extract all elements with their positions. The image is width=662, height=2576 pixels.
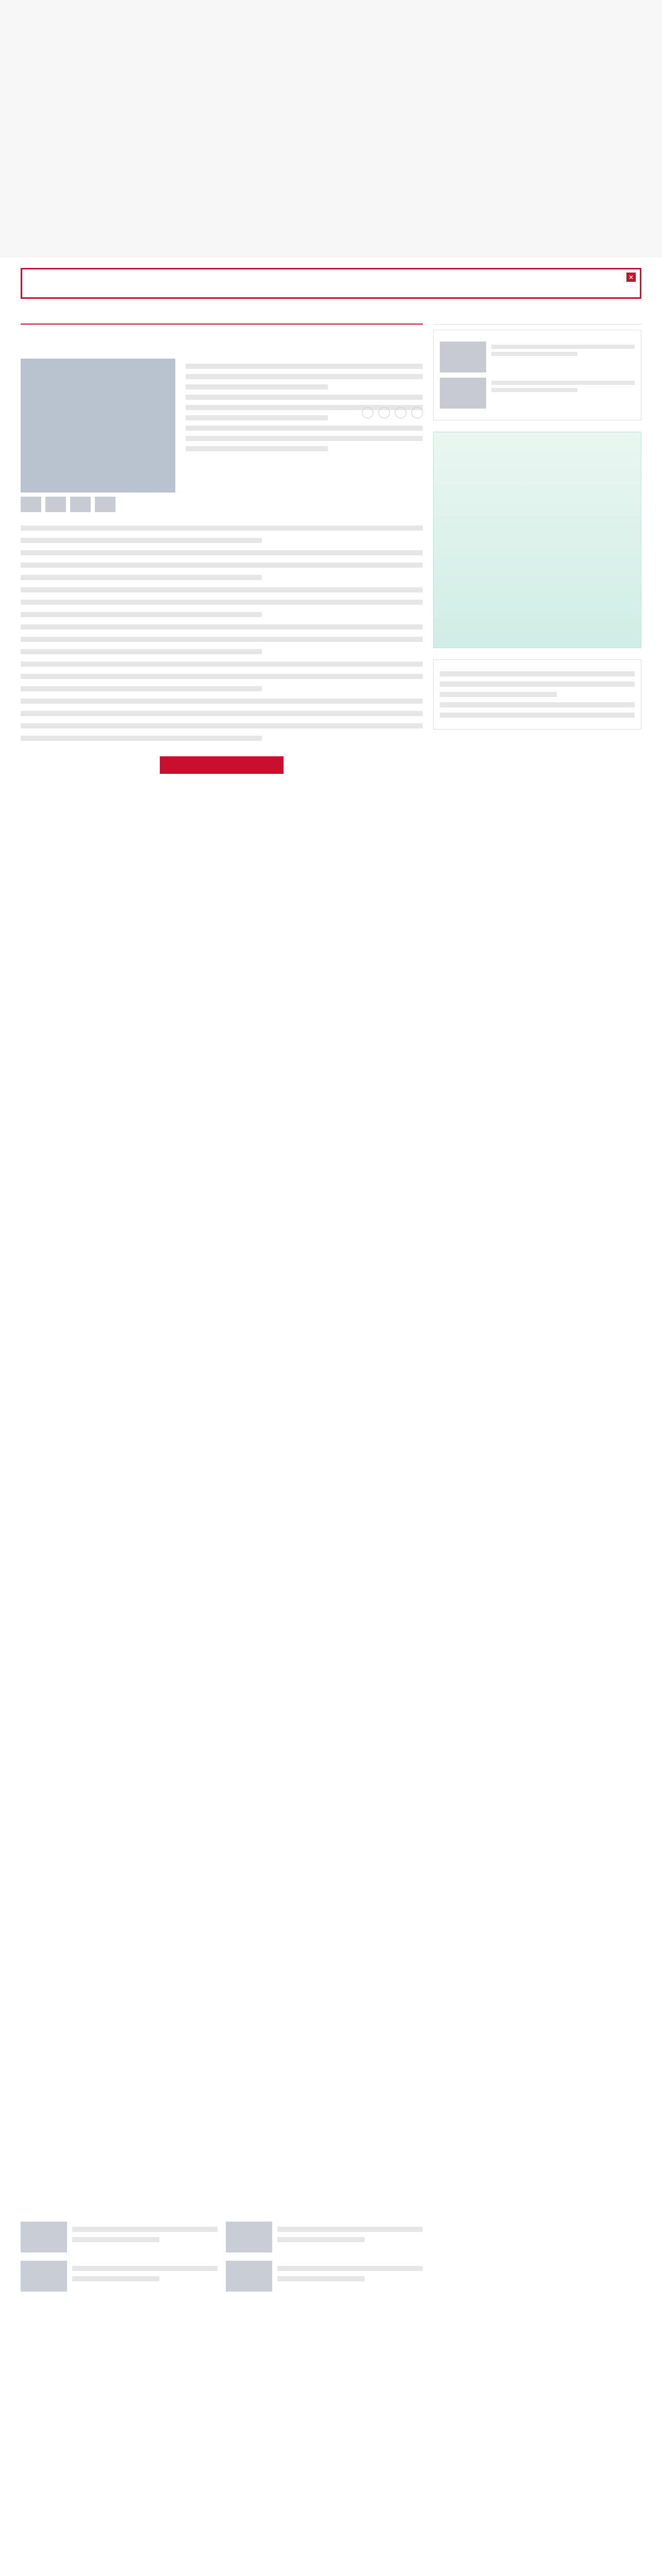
text-line xyxy=(440,713,635,718)
text-line xyxy=(21,686,262,691)
article xyxy=(21,330,423,774)
lead-text xyxy=(186,359,423,512)
text-line xyxy=(21,526,423,531)
text-line xyxy=(21,649,262,654)
text-line xyxy=(440,702,635,707)
text-line xyxy=(21,600,423,605)
card-thumb xyxy=(21,2222,67,2252)
side-thumb xyxy=(440,342,486,372)
text-line xyxy=(186,436,423,441)
related-card[interactable] xyxy=(21,2261,218,2292)
top-ad-space xyxy=(0,0,662,258)
side-thumb xyxy=(440,378,486,409)
text-line xyxy=(186,415,328,420)
share-icon[interactable] xyxy=(362,407,373,418)
text-line xyxy=(21,699,423,704)
related-card[interactable] xyxy=(226,2222,423,2252)
related-card[interactable] xyxy=(21,2222,218,2252)
close-icon[interactable]: × xyxy=(626,273,636,282)
text-line xyxy=(21,563,423,568)
text-line xyxy=(277,2276,365,2281)
side-box xyxy=(433,659,641,730)
text-line xyxy=(21,736,262,741)
related-news xyxy=(21,2215,423,2292)
card-thumb xyxy=(226,2261,272,2292)
text-line xyxy=(440,671,635,676)
text-line xyxy=(440,682,635,687)
secondary-nav xyxy=(433,309,641,325)
side-item[interactable] xyxy=(440,378,635,409)
text-line xyxy=(186,364,423,369)
text-line xyxy=(186,374,423,379)
card-thumb xyxy=(226,2222,272,2252)
article-photo[interactable] xyxy=(21,359,175,493)
text-line xyxy=(491,381,635,385)
side-item[interactable] xyxy=(440,342,635,372)
text-line xyxy=(491,345,635,349)
text-line xyxy=(186,446,328,451)
share-icon[interactable] xyxy=(411,407,423,418)
related-card[interactable] xyxy=(226,2261,423,2292)
main-nav xyxy=(21,309,423,325)
text-line xyxy=(21,575,262,580)
text-line xyxy=(277,2237,365,2242)
share-icon[interactable] xyxy=(395,407,406,418)
text-line xyxy=(21,538,262,543)
photo-thumbnails xyxy=(21,497,175,512)
text-line xyxy=(277,2227,423,2232)
text-line xyxy=(21,624,423,630)
photo-thumbnail[interactable] xyxy=(21,497,41,512)
share-bar xyxy=(362,407,423,418)
text-line xyxy=(186,384,328,389)
sidebar-ad[interactable] xyxy=(433,432,641,648)
text-line xyxy=(491,352,577,356)
sidebar xyxy=(433,330,641,741)
text-line xyxy=(21,587,423,592)
text-line xyxy=(72,2266,218,2271)
article-body xyxy=(21,526,423,741)
text-line xyxy=(21,550,423,555)
text-line xyxy=(277,2266,423,2271)
text-line xyxy=(72,2237,159,2242)
text-line xyxy=(491,388,577,392)
text-line xyxy=(440,692,557,697)
text-line xyxy=(186,395,423,400)
text-line xyxy=(21,711,423,716)
photo-thumbnail[interactable] xyxy=(95,497,115,512)
text-line xyxy=(21,723,423,728)
promo-banner[interactable] xyxy=(21,268,641,299)
share-icon[interactable] xyxy=(378,407,390,418)
lead xyxy=(21,359,423,512)
card-thumb xyxy=(21,2261,67,2292)
text-line xyxy=(21,612,262,617)
photo-thumbnail[interactable] xyxy=(45,497,66,512)
text-line xyxy=(21,637,423,642)
text-line xyxy=(21,662,423,667)
text-line xyxy=(21,674,423,679)
photo-thumbnail[interactable] xyxy=(70,497,91,512)
subscribe-button[interactable] xyxy=(160,756,284,774)
text-line xyxy=(186,426,423,431)
side-box xyxy=(433,330,641,420)
text-line xyxy=(72,2276,159,2281)
text-line xyxy=(72,2227,218,2232)
